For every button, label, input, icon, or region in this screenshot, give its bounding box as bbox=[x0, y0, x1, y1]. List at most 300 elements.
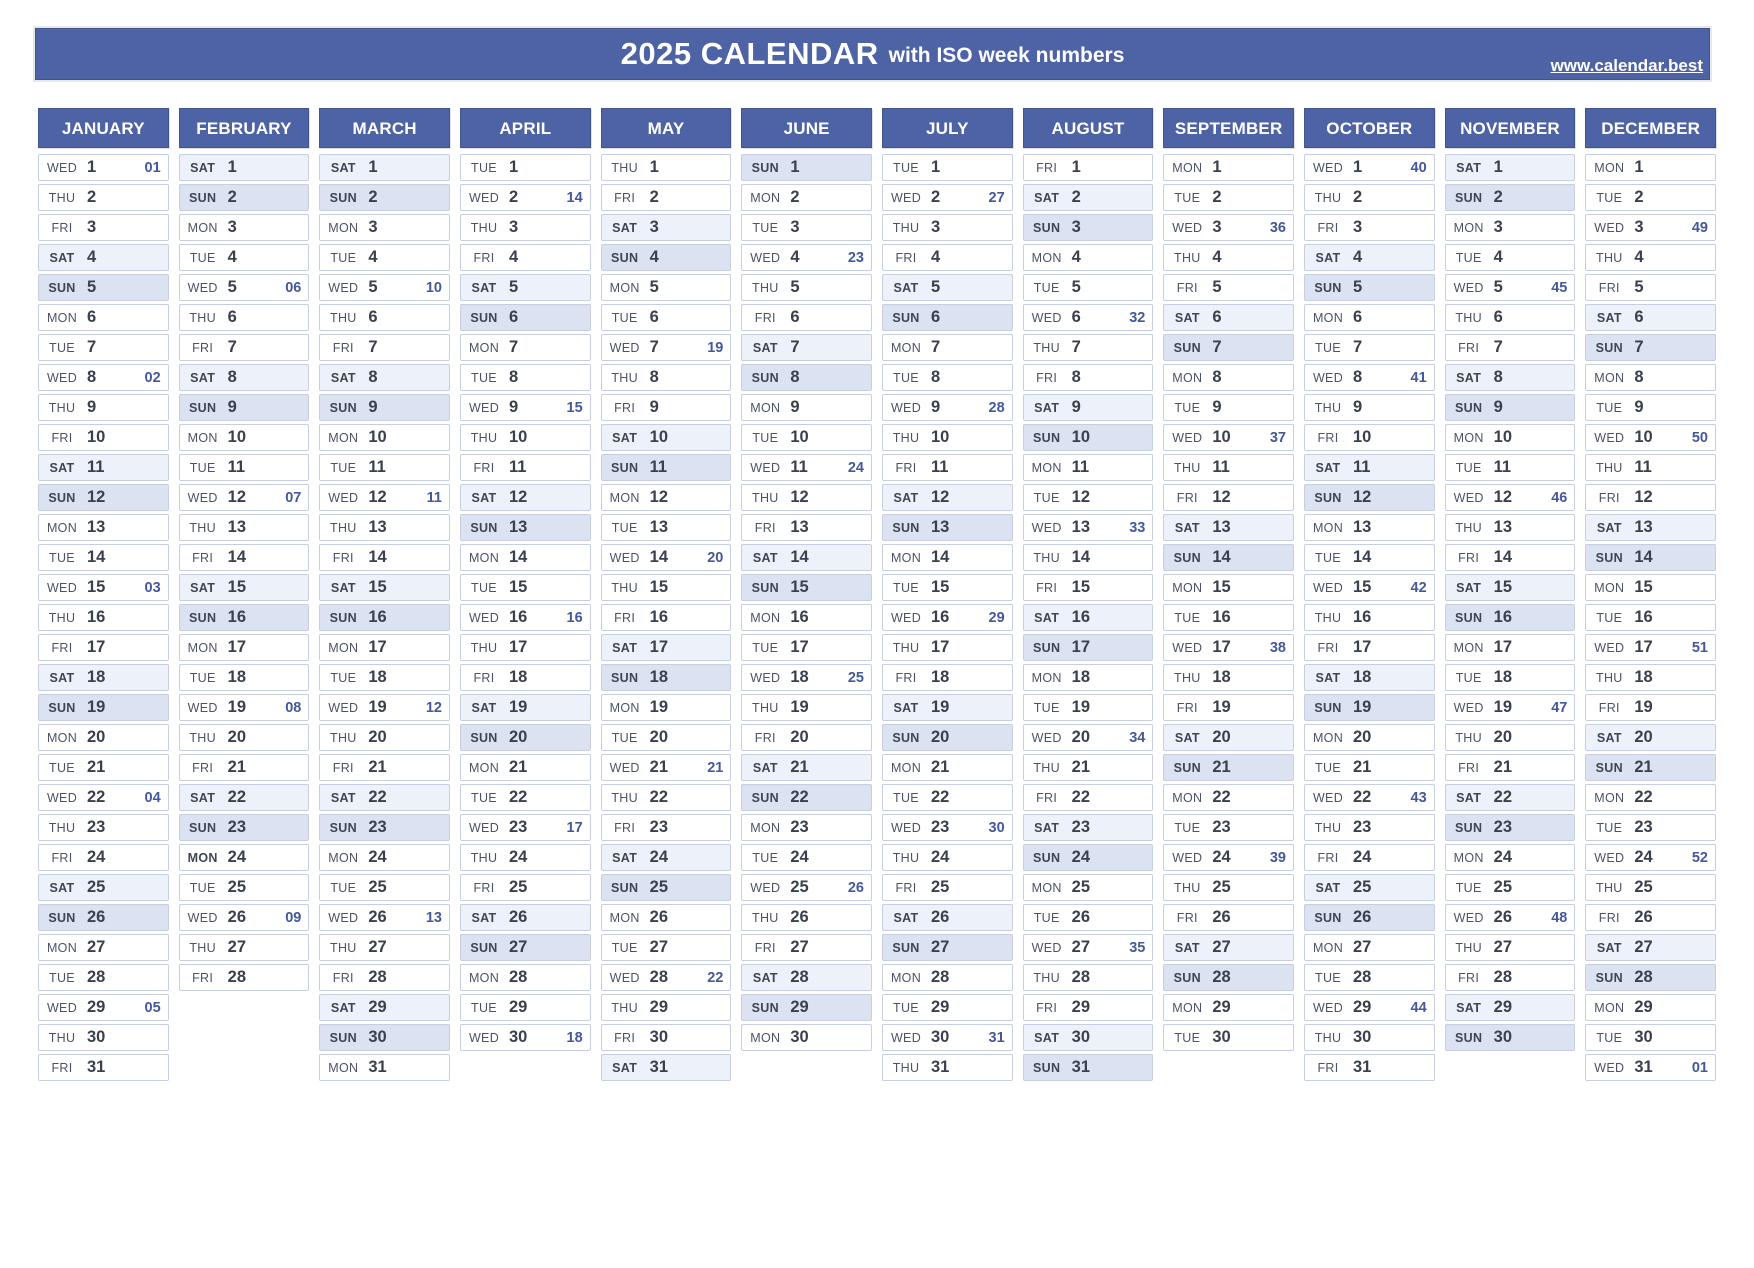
day-number: 19 bbox=[1071, 698, 1091, 716]
day-cell bbox=[319, 184, 450, 211]
weekday-label: MON bbox=[1594, 790, 1625, 805]
day-cell bbox=[601, 904, 732, 931]
day-number: 31 bbox=[931, 1058, 950, 1076]
day-number: 24 bbox=[1634, 848, 1653, 866]
weekday-label: SAT bbox=[893, 490, 919, 505]
day-cell bbox=[1163, 1024, 1294, 1051]
day-number: 18 bbox=[1071, 668, 1091, 686]
day-number: 8 bbox=[931, 368, 941, 386]
weekday-label: WED bbox=[468, 1030, 500, 1045]
title-banner bbox=[35, 28, 1710, 80]
weekday-label: TUE bbox=[330, 880, 357, 895]
day-number: 27 bbox=[1493, 938, 1513, 956]
day-number: 8 bbox=[790, 368, 800, 386]
day-number: 8 bbox=[1212, 368, 1222, 386]
day-number: 18 bbox=[790, 668, 809, 686]
day-number: 21 bbox=[87, 758, 106, 776]
day-cell bbox=[1585, 634, 1716, 661]
day-number: 2 bbox=[227, 188, 237, 206]
day-cell bbox=[1585, 484, 1716, 511]
weekday-label: SAT bbox=[330, 580, 356, 595]
day-cell bbox=[460, 634, 591, 661]
day-cell bbox=[319, 1024, 450, 1051]
weekday-label: SAT bbox=[752, 340, 778, 355]
day-number: 3 bbox=[87, 218, 97, 236]
day-number: 27 bbox=[509, 938, 528, 956]
day-number: 13 bbox=[509, 518, 528, 536]
day-cell bbox=[179, 814, 310, 841]
day-number: 14 bbox=[509, 548, 528, 566]
weekday-label: THU bbox=[48, 1030, 76, 1045]
day-cell bbox=[601, 424, 732, 451]
day-cell bbox=[1163, 154, 1294, 181]
day-number: 16 bbox=[1493, 608, 1513, 626]
day-number: 3 bbox=[1634, 218, 1644, 236]
weekday-label: WED bbox=[1031, 940, 1062, 955]
day-cell bbox=[601, 634, 732, 661]
iso-week-number: 48 bbox=[1551, 909, 1568, 926]
day-number: 14 bbox=[1353, 548, 1372, 566]
day-cell bbox=[741, 184, 872, 211]
weekday-label: WED bbox=[46, 1000, 78, 1015]
weekday-label: FRI bbox=[895, 670, 917, 685]
day-cell bbox=[601, 994, 732, 1021]
weekday-label: SAT bbox=[1174, 310, 1200, 325]
day-cell bbox=[460, 154, 591, 181]
month-header: MARCH bbox=[319, 108, 450, 148]
weekday-label: FRI bbox=[614, 820, 636, 835]
weekday-label: FRI bbox=[895, 460, 917, 475]
weekday-label: WED bbox=[46, 370, 78, 385]
weekday-label: WED bbox=[1594, 430, 1625, 445]
weekday-label: MON bbox=[609, 700, 640, 715]
day-number: 5 bbox=[1634, 278, 1644, 296]
day-cell bbox=[1023, 574, 1154, 601]
day-cell bbox=[460, 844, 591, 871]
day-number: 17 bbox=[227, 638, 247, 656]
day-number: 24 bbox=[931, 848, 950, 866]
weekday-label: FRI bbox=[1317, 220, 1339, 235]
day-number: 9 bbox=[931, 398, 941, 416]
day-number: 18 bbox=[649, 668, 669, 686]
weekday-label: MON bbox=[609, 490, 640, 505]
day-cell bbox=[1585, 154, 1716, 181]
day-number: 10 bbox=[1493, 428, 1513, 446]
iso-week-number: 06 bbox=[285, 279, 302, 296]
weekday-label: THU bbox=[752, 700, 779, 715]
weekday-label: WED bbox=[750, 670, 781, 685]
day-cell bbox=[319, 934, 450, 961]
day-number: 23 bbox=[1634, 818, 1653, 836]
day-cell bbox=[1445, 574, 1576, 601]
weekday-label: THU bbox=[1033, 760, 1060, 775]
day-cell bbox=[1585, 544, 1716, 571]
day-cell bbox=[1304, 334, 1435, 361]
weekday-label: FRI bbox=[895, 880, 917, 895]
day-cell bbox=[1445, 724, 1576, 751]
day-cell bbox=[1585, 844, 1716, 871]
weekday-label: SUN bbox=[1314, 700, 1342, 715]
day-cell bbox=[319, 454, 450, 481]
day-number: 31 bbox=[87, 1058, 106, 1076]
day-cell bbox=[1304, 274, 1435, 301]
weekday-label: SAT bbox=[330, 790, 356, 805]
weekday-label: WED bbox=[750, 460, 781, 475]
weekday-label: SUN bbox=[329, 610, 357, 625]
day-cell bbox=[741, 394, 872, 421]
day-cell bbox=[1163, 964, 1294, 991]
weekday-label: FRI bbox=[1176, 700, 1198, 715]
day-cell bbox=[38, 694, 169, 721]
weekday-label: SUN bbox=[189, 400, 217, 415]
day-number: 10 bbox=[931, 428, 950, 446]
day-cell bbox=[1304, 484, 1435, 511]
weekday-label: MON bbox=[750, 400, 781, 415]
weekday-label: THU bbox=[752, 490, 779, 505]
day-number: 19 bbox=[790, 698, 809, 716]
weekday-label: THU bbox=[1596, 670, 1623, 685]
month-header: JUNE bbox=[741, 108, 872, 148]
day-number: 15 bbox=[227, 578, 247, 596]
day-cell bbox=[1163, 754, 1294, 781]
weekday-label: WED bbox=[1312, 1000, 1344, 1015]
day-cell bbox=[882, 304, 1013, 331]
iso-week-number: 20 bbox=[707, 549, 724, 566]
day-cell bbox=[1163, 484, 1294, 511]
weekday-label: TUE bbox=[1596, 1030, 1623, 1045]
day-number: 20 bbox=[790, 728, 809, 746]
day-cell bbox=[319, 274, 450, 301]
day-cell bbox=[319, 574, 450, 601]
iso-week-number: 47 bbox=[1551, 699, 1568, 716]
day-number: 19 bbox=[931, 698, 950, 716]
day-cell bbox=[1023, 274, 1154, 301]
day-cell bbox=[1023, 334, 1154, 361]
day-number: 22 bbox=[1493, 788, 1513, 806]
day-number: 17 bbox=[931, 638, 950, 656]
day-number: 22 bbox=[1353, 788, 1372, 806]
day-cell bbox=[1163, 724, 1294, 751]
day-number: 13 bbox=[931, 518, 950, 536]
day-number: 3 bbox=[368, 218, 378, 236]
weekday-label: TUE bbox=[611, 940, 638, 955]
day-cell bbox=[319, 784, 450, 811]
day-number: 31 bbox=[1353, 1058, 1372, 1076]
iso-week-number: 43 bbox=[1410, 789, 1427, 806]
day-number: 26 bbox=[227, 908, 247, 926]
day-number: 3 bbox=[509, 218, 519, 236]
weekday-label: MON bbox=[1172, 370, 1203, 385]
calendar-grid bbox=[38, 108, 1716, 1084]
iso-week-number: 33 bbox=[1129, 519, 1146, 536]
day-number: 9 bbox=[790, 398, 800, 416]
weekday-label: MON bbox=[1172, 790, 1203, 805]
day-number: 12 bbox=[790, 488, 809, 506]
weekday-label: TUE bbox=[1315, 340, 1341, 355]
day-number: 17 bbox=[368, 638, 387, 656]
day-number: 18 bbox=[1353, 668, 1372, 686]
day-cell bbox=[460, 424, 591, 451]
weekday-label: TUE bbox=[1174, 610, 1201, 625]
day-number: 26 bbox=[368, 908, 387, 926]
day-cell bbox=[1445, 424, 1576, 451]
day-number: 4 bbox=[509, 248, 519, 266]
weekday-label: WED bbox=[750, 880, 781, 895]
day-cell bbox=[1163, 994, 1294, 1021]
day-cell bbox=[601, 934, 732, 961]
day-cell bbox=[601, 514, 732, 541]
day-cell bbox=[1163, 424, 1294, 451]
day-cell bbox=[1585, 274, 1716, 301]
day-number: 22 bbox=[509, 788, 528, 806]
iso-week-number: 28 bbox=[988, 399, 1005, 416]
day-number: 21 bbox=[509, 758, 528, 776]
day-number: 26 bbox=[87, 908, 106, 926]
day-number: 22 bbox=[1634, 788, 1653, 806]
weekday-label: WED bbox=[328, 910, 359, 925]
iso-week-number: 21 bbox=[707, 759, 724, 776]
day-cell bbox=[1023, 724, 1154, 751]
day-cell bbox=[741, 514, 872, 541]
day-number: 2 bbox=[368, 188, 378, 206]
day-number: 13 bbox=[1212, 518, 1231, 536]
weekday-label: TUE bbox=[893, 580, 919, 595]
day-number: 6 bbox=[87, 308, 97, 326]
day-cell bbox=[460, 514, 591, 541]
day-cell bbox=[1304, 664, 1435, 691]
weekday-label: MON bbox=[1312, 730, 1344, 745]
day-cell bbox=[882, 334, 1013, 361]
weekday-label: SUN bbox=[611, 670, 639, 685]
weekday-label: TUE bbox=[49, 550, 75, 565]
day-cell bbox=[1023, 844, 1154, 871]
weekday-label: SAT bbox=[49, 670, 75, 685]
weekday-label: SUN bbox=[329, 400, 357, 415]
day-cell bbox=[38, 514, 169, 541]
weekday-label: THU bbox=[892, 850, 920, 865]
weekday-label: FRI bbox=[192, 340, 214, 355]
day-cell bbox=[1445, 274, 1576, 301]
day-number: 28 bbox=[87, 968, 106, 986]
day-cell bbox=[460, 184, 591, 211]
day-cell bbox=[1163, 574, 1294, 601]
iso-week-number: 18 bbox=[566, 1029, 583, 1046]
day-cell bbox=[179, 694, 310, 721]
weekday-label: FRI bbox=[1036, 370, 1058, 385]
day-number: 17 bbox=[1493, 638, 1513, 656]
day-number: 12 bbox=[1353, 488, 1372, 506]
day-number: 28 bbox=[1071, 968, 1091, 986]
weekday-label: WED bbox=[1312, 790, 1344, 805]
weekday-label: MON bbox=[468, 340, 500, 355]
day-cell bbox=[882, 484, 1013, 511]
day-cell bbox=[179, 334, 310, 361]
day-number: 16 bbox=[649, 608, 669, 626]
iso-week-number: 30 bbox=[988, 819, 1005, 836]
weekday-label: FRI bbox=[332, 550, 354, 565]
day-number: 1 bbox=[931, 158, 941, 176]
weekday-label: SUN bbox=[329, 190, 357, 205]
day-cell bbox=[741, 484, 872, 511]
weekday-label: TUE bbox=[330, 250, 357, 265]
day-number: 29 bbox=[649, 998, 669, 1016]
weekday-label: THU bbox=[189, 310, 216, 325]
day-number: 2 bbox=[1493, 188, 1503, 206]
day-number: 25 bbox=[1212, 878, 1231, 896]
day-number: 10 bbox=[790, 428, 809, 446]
weekday-label: WED bbox=[328, 490, 359, 505]
day-number: 22 bbox=[931, 788, 950, 806]
day-number: 14 bbox=[1493, 548, 1513, 566]
day-number: 6 bbox=[649, 308, 659, 326]
weekday-label: THU bbox=[48, 820, 76, 835]
day-cell bbox=[741, 274, 872, 301]
day-number: 20 bbox=[1353, 728, 1372, 746]
weekday-label: SUN bbox=[1455, 190, 1483, 205]
weekday-label: FRI bbox=[192, 550, 214, 565]
day-cell bbox=[179, 934, 310, 961]
day-cell bbox=[1585, 1054, 1716, 1081]
weekday-label: FRI bbox=[1036, 160, 1058, 175]
weekday-label: SAT bbox=[1456, 160, 1482, 175]
weekday-label: WED bbox=[187, 700, 218, 715]
day-cell bbox=[1023, 874, 1154, 901]
day-cell bbox=[882, 934, 1013, 961]
day-cell bbox=[601, 964, 732, 991]
day-number: 2 bbox=[790, 188, 800, 206]
weekday-label: MON bbox=[46, 520, 78, 535]
day-number: 14 bbox=[790, 548, 809, 566]
weekday-label: WED bbox=[328, 280, 359, 295]
day-cell bbox=[1445, 934, 1576, 961]
day-cell bbox=[1304, 814, 1435, 841]
website-link[interactable]: www.calendar.best bbox=[1550, 56, 1703, 75]
weekday-label: FRI bbox=[1176, 280, 1198, 295]
weekday-label: TUE bbox=[611, 310, 638, 325]
day-number: 12 bbox=[87, 488, 106, 506]
day-cell bbox=[1304, 904, 1435, 931]
day-number: 15 bbox=[1634, 578, 1653, 596]
day-cell bbox=[1304, 754, 1435, 781]
day-cell bbox=[1445, 454, 1576, 481]
day-number: 10 bbox=[509, 428, 528, 446]
day-cell bbox=[1304, 544, 1435, 571]
day-cell bbox=[1304, 574, 1435, 601]
day-number: 17 bbox=[1071, 638, 1091, 656]
weekday-label: SAT bbox=[1174, 940, 1200, 955]
day-cell bbox=[882, 364, 1013, 391]
weekday-label: SAT bbox=[612, 850, 638, 865]
weekday-label: MON bbox=[1594, 1000, 1625, 1015]
day-cell bbox=[38, 964, 169, 991]
day-cell bbox=[882, 544, 1013, 571]
weekday-label: WED bbox=[46, 160, 78, 175]
day-cell bbox=[1585, 784, 1716, 811]
day-cell bbox=[1445, 184, 1576, 211]
weekday-label: SUN bbox=[1314, 910, 1342, 925]
weekday-label: SUN bbox=[1033, 430, 1061, 445]
day-number: 12 bbox=[509, 488, 528, 506]
day-number: 25 bbox=[1493, 878, 1513, 896]
day-cell bbox=[38, 814, 169, 841]
weekday-label: SAT bbox=[1315, 880, 1341, 895]
day-cell bbox=[1445, 844, 1576, 871]
day-cell bbox=[741, 754, 872, 781]
weekday-label: SAT bbox=[752, 550, 778, 565]
day-number: 18 bbox=[1212, 668, 1231, 686]
day-cell bbox=[1023, 694, 1154, 721]
day-number: 4 bbox=[649, 248, 659, 266]
day-number: 12 bbox=[227, 488, 247, 506]
day-cell bbox=[882, 244, 1013, 271]
weekday-label: SAT bbox=[49, 460, 75, 475]
weekday-label: FRI bbox=[895, 250, 917, 265]
day-cell bbox=[179, 274, 310, 301]
weekday-label: FRI bbox=[1458, 550, 1480, 565]
day-cell bbox=[601, 754, 732, 781]
day-cell bbox=[1304, 514, 1435, 541]
day-cell bbox=[1023, 184, 1154, 211]
day-cell bbox=[1023, 904, 1154, 931]
weekday-label: FRI bbox=[1317, 430, 1339, 445]
day-cell bbox=[1585, 1024, 1716, 1051]
day-number: 2 bbox=[649, 188, 659, 206]
day-cell bbox=[460, 724, 591, 751]
day-number: 15 bbox=[1071, 578, 1091, 596]
day-cell bbox=[460, 394, 591, 421]
day-cell bbox=[460, 1024, 591, 1051]
day-number: 30 bbox=[368, 1028, 387, 1046]
day-number: 24 bbox=[1353, 848, 1372, 866]
day-cell bbox=[1585, 304, 1716, 331]
weekday-label: THU bbox=[1174, 460, 1201, 475]
weekday-label: TUE bbox=[471, 1000, 497, 1015]
weekday-label: WED bbox=[1453, 910, 1484, 925]
weekday-label: MON bbox=[328, 430, 359, 445]
day-number: 6 bbox=[227, 308, 237, 326]
day-number: 21 bbox=[1212, 758, 1231, 776]
day-number: 10 bbox=[1353, 428, 1372, 446]
day-cell bbox=[179, 454, 310, 481]
day-cell bbox=[1163, 904, 1294, 931]
weekday-label: FRI bbox=[1458, 340, 1480, 355]
iso-week-number: 13 bbox=[425, 909, 442, 926]
day-cell bbox=[319, 964, 450, 991]
weekday-label: THU bbox=[189, 520, 216, 535]
day-number: 27 bbox=[1212, 938, 1231, 956]
day-number: 11 bbox=[227, 458, 246, 476]
day-cell bbox=[38, 754, 169, 781]
weekday-label: WED bbox=[1031, 730, 1062, 745]
iso-week-number: 09 bbox=[285, 909, 302, 926]
day-number: 25 bbox=[1634, 878, 1653, 896]
weekday-label: THU bbox=[892, 1060, 920, 1075]
weekday-label: SAT bbox=[612, 1060, 638, 1075]
day-cell bbox=[882, 274, 1013, 301]
iso-week-number: 29 bbox=[988, 609, 1005, 626]
weekday-label: SUN bbox=[1033, 1060, 1061, 1075]
day-cell bbox=[1023, 1024, 1154, 1051]
weekday-label: FRI bbox=[473, 880, 495, 895]
day-cell bbox=[1585, 994, 1716, 1021]
day-cell bbox=[601, 784, 732, 811]
day-number: 21 bbox=[1353, 758, 1372, 776]
day-number: 26 bbox=[1212, 908, 1231, 926]
day-number: 9 bbox=[1212, 398, 1222, 416]
weekday-label: SAT bbox=[1456, 1000, 1482, 1015]
day-cell bbox=[741, 964, 872, 991]
day-cell bbox=[1163, 244, 1294, 271]
